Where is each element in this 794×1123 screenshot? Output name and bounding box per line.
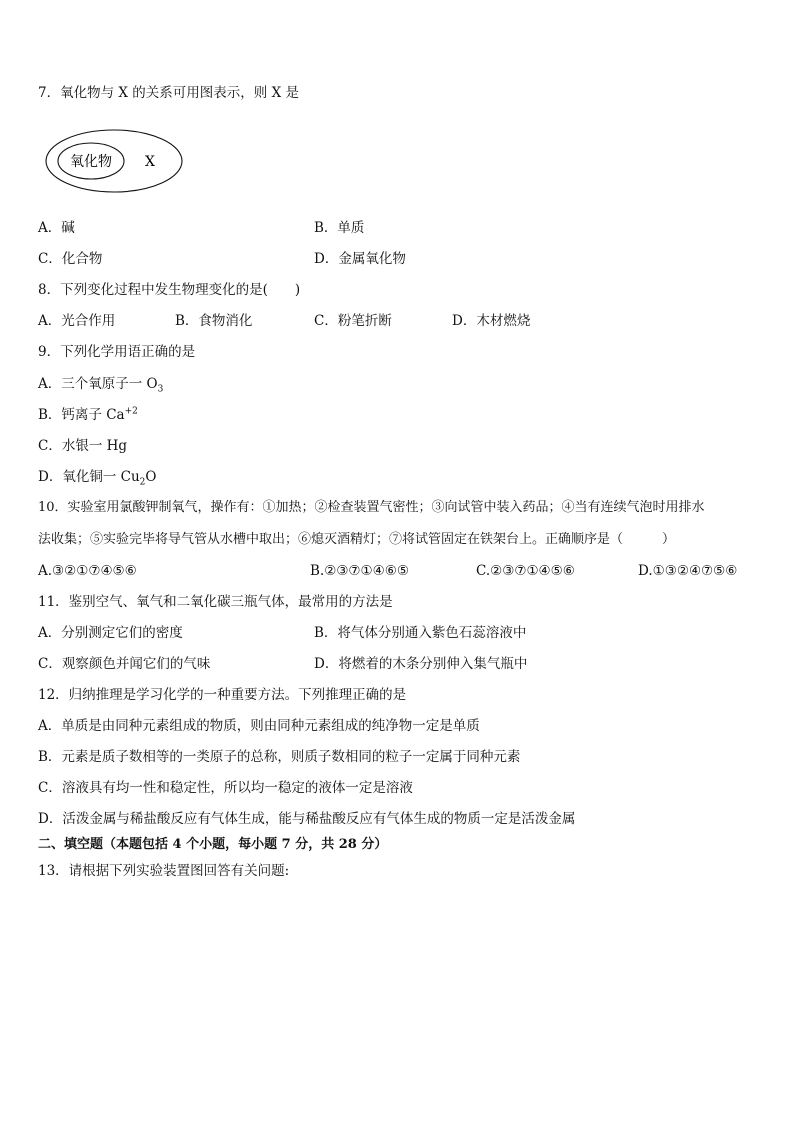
q10-option-d: D.①③②④⑦⑤⑥ [638, 563, 738, 579]
q7-option-d: D．金属氧化物 [314, 251, 406, 267]
q9-stem: 9．下列化学用语正确的是 [38, 344, 196, 360]
q9-option-a-text: A．三个氧原子一 O [38, 376, 158, 392]
q9-option-b-superscript: +2 [124, 406, 138, 417]
q11-option-c: C．观察颜色并闻它们的气味 [38, 656, 211, 672]
q9-option-a-subscript: 3 [157, 384, 164, 395]
inner-label: 氧化物 [70, 154, 112, 170]
q9-option-d-text: D．氧化铜一 Cu [38, 469, 140, 485]
q10-option-b: B.②③⑦①④⑥⑤ [310, 563, 409, 579]
q10-stem-line1: 10．实验室用氯酸钾制氧气，操作有：①加热；②检查装置气密性；③向试管中装入药品；④当有连续气泡时用排水 [38, 500, 705, 515]
section-heading: 二、填空题（本题包括 4 个小题，每小题 7 分，共 28 分） [38, 837, 388, 852]
q12-option-a: A．单质是由同种元素组成的物质，则由同种元素组成的纯净物一定是单质 [38, 718, 480, 734]
q12-option-c: C．溶液具有均一性和稳定性，所以均一稳定的液体一定是溶液 [38, 780, 413, 796]
q9-option-d-tail: O [145, 469, 157, 485]
q10-option-a: A.③②①⑦④⑤⑥ [38, 563, 137, 579]
q11-stem: 11．鉴别空气、氧气和二氧化碳三瓶气体，最常用的方法是 [38, 594, 393, 610]
q8-option-c: C．粉笔折断 [314, 313, 392, 329]
q7-option-a: A．碱 [38, 220, 75, 236]
q9-option-d [38, 468, 156, 486]
q7-stem: 7．氧化物与 X 的关系可用图表示，则 X 是 [38, 85, 299, 101]
q7-option-b: B．单质 [314, 220, 365, 236]
q9-option-c: C．水银一 Hg [38, 438, 128, 454]
q9-option-d-subscript: 2 [139, 477, 146, 488]
q11-option-a: A．分别测定它们的密度 [38, 625, 183, 641]
outer-ellipse [46, 130, 182, 192]
outer-label: X [145, 154, 155, 170]
q8-stem: 8．下列变化过程中发生物理变化的是( ) [38, 282, 301, 298]
q12-option-b: B．元素是质子数相等的一类原子的总称，则质子数相同的粒子一定属于同种元素 [38, 749, 521, 765]
q8-option-b: B．食物消化 [175, 313, 253, 329]
q9-option-b [38, 406, 138, 424]
q10-option-c: C.②③⑦①④⑤⑥ [476, 563, 575, 579]
q8-option-d: D．木材燃烧 [452, 313, 531, 329]
q13-stem: 13．请根据下列实验装置图回答有关问题: [38, 863, 290, 879]
q8-option-a: A．光合作用 [38, 313, 116, 329]
q11-option-b: B．将气体分别通入紫色石蕊溶液中 [314, 625, 527, 641]
q9-option-a [38, 375, 163, 393]
q9-option-b-text: B．钙离子 Ca [38, 407, 125, 423]
q12-stem: 12．归纳推理是学习化学的一种重要方法。下列推理正确的是 [38, 687, 407, 703]
venn-diagram [44, 128, 184, 194]
q7-option-c: C．化合物 [38, 251, 103, 267]
q10-stem-line2: 法收集；⑤实验完毕将导气管从水槽中取出；⑥熄灭酒精灯；⑦将试管固定在铁架台上。正确顺序是（ ） [38, 532, 676, 547]
q12-option-d: D．活泼金属与稀盐酸反应有气体生成，能与稀盐酸反应有气体生成的物质一定是活泼金属 [38, 811, 576, 827]
q11-option-d: D．将燃着的木条分别伸入集气瓶中 [314, 656, 528, 672]
